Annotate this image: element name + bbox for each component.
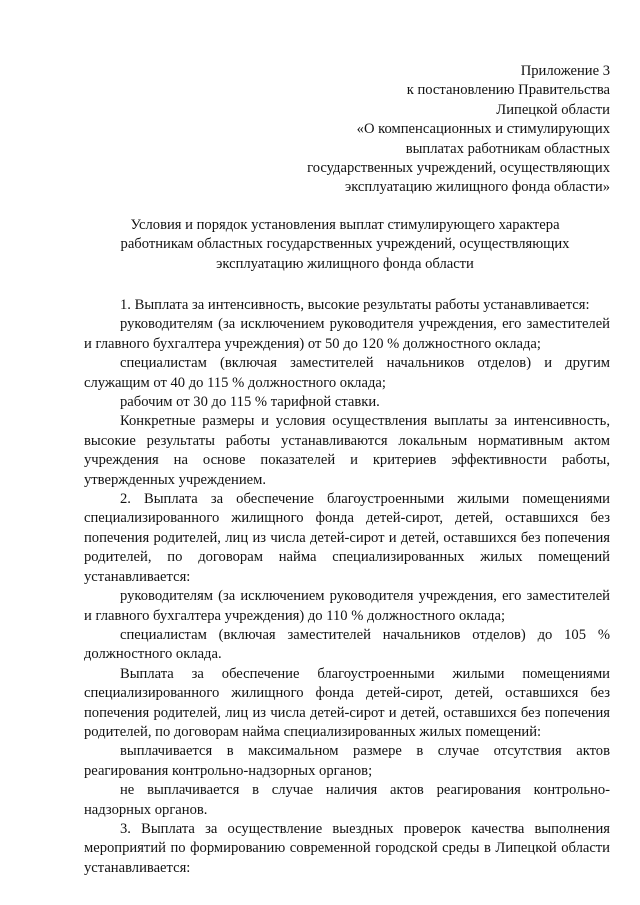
paragraph: руководителям (за исключением руководителя учреждения, его заместителей и главного бухгалтера учреждения) до 110 % должностного оклада; <box>84 588 610 624</box>
paragraph: Выплата за обеспечение благоустроенными жилыми помещениями специализированного жилищного фонда детей-сирот, детей, оставшихся без попечения родителей, лиц из числа детей-сирот и детей, оставшихся без попечения родителей, по договорам найма специализированных жилых помещений: <box>84 665 610 740</box>
appendix-line: Приложение 3 <box>520 63 610 79</box>
paragraph: не выплачивается в случае наличия актов реагирования контрольно-надзорных органов. <box>84 782 610 818</box>
appendix-line: «О компенсационных и стимулирующих <box>356 121 610 138</box>
appendix-line: государственных учреждений, осуществляющих <box>307 160 610 177</box>
paragraph: 2. Выплата за обеспечение благоустроенными жилыми помещениями специализированного жилищного фонда детей-сирот, детей, оставшихся без попечения родителей, лиц из числа детей-сирот и детей, оставшихся без попечения родителей, по договорам найма специализированных жилых помещений устанавливается: <box>84 491 610 585</box>
paragraph: выплачивается в максимальном размере в случае отсутствия актов реагирования контрольно-надзорных органов; <box>84 743 610 779</box>
paragraph: специалистам (включая заместителей начальников отделов) до 105 % должностного оклада. <box>84 626 610 663</box>
paragraph: 3. Выплата за осуществление выездных проверок качества выполнения мероприятий по формированию современной городской среды в Липецкой области устанавливается: <box>84 820 610 876</box>
appendix-line: эксплуатацию жилищного фонда области» <box>344 179 610 196</box>
appendix-line: выплатах работникам областных <box>405 140 610 157</box>
title-line: эксплуатацию жилищного фонда области <box>216 255 474 272</box>
paragraph: Конкретные размеры и условия осуществления выплаты за интенсивность, высокие результаты работы устанавливаются локальным нормативным актом учреждения на основе показателей и критериев эффективности работы, утвержденных учреждением. <box>84 413 610 488</box>
appendix-line: Липецкой области <box>496 101 610 118</box>
paragraph: специалистам (включая заместителей начальников отделов) и другим служащим от 40 до 115 % должностного оклада; <box>84 355 610 391</box>
title-line: работникам областных государственных учреждений, осуществляющих <box>120 236 570 253</box>
document-body <box>84 296 610 878</box>
appendix-header <box>190 62 610 198</box>
document-title <box>60 216 630 274</box>
title-line: Условия и порядок установления выплат стимулирующего характера <box>130 217 560 233</box>
paragraph: 1. Выплата за интенсивность, высокие результаты работы устанавливается: <box>120 297 590 313</box>
appendix-line: к постановлению Правительства <box>406 82 610 99</box>
paragraph: руководителям (за исключением руководителя учреждения, его заместителей и главного бухгалтера учреждения) от 50 до 120 % должностного оклада; <box>84 316 610 352</box>
paragraph: рабочим от 30 до 115 % тарифной ставки. <box>120 394 380 411</box>
